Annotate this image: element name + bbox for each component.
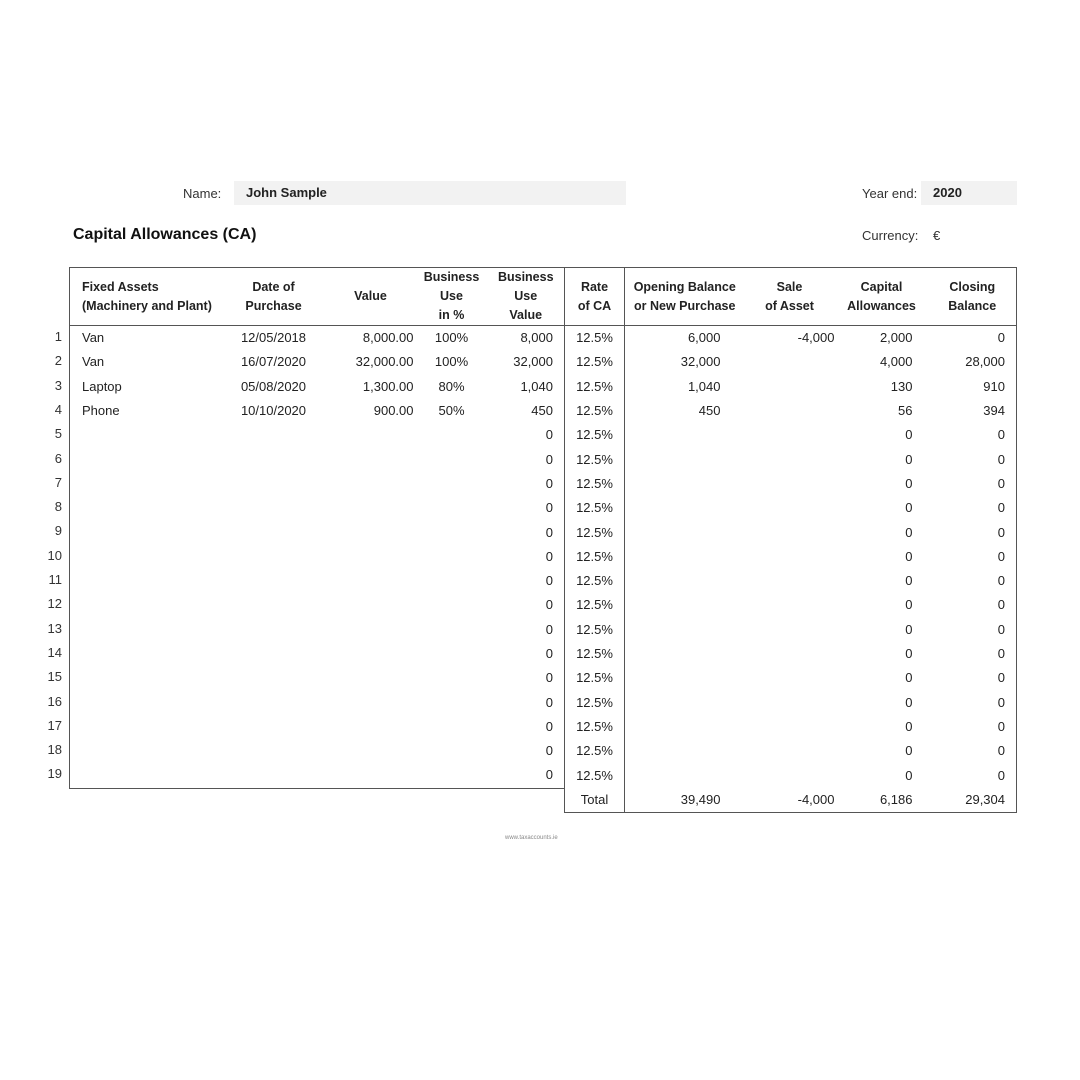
cell-rate[interactable]: 12.5%	[565, 666, 625, 690]
cell-ca[interactable]: 0	[905, 548, 913, 564]
cell-opening[interactable]: 6,000	[687, 330, 721, 346]
cell-opening[interactable]: 32,000	[680, 354, 721, 370]
cell-value[interactable]: 1,300.00	[362, 378, 414, 394]
cell-asset[interactable]: Van	[70, 326, 222, 351]
cell-bval[interactable]: 0	[488, 715, 565, 739]
cell-sale[interactable]	[745, 399, 835, 423]
cell-asset[interactable]	[70, 618, 222, 642]
name-field[interactable]: John Sample	[234, 181, 626, 205]
cell-pct[interactable]	[416, 763, 488, 788]
col-opening-line2: or New Purchase	[634, 298, 736, 313]
cell-bval[interactable]: 450	[488, 399, 565, 423]
cell-ca[interactable]: 0	[905, 500, 913, 516]
cell-date[interactable]	[222, 715, 326, 739]
cell-bval[interactable]: 0	[488, 690, 565, 714]
cell-closing[interactable]: 0	[929, 496, 1017, 520]
cell-sale[interactable]	[745, 690, 835, 714]
cell-ca[interactable]: 4,000	[879, 354, 913, 370]
cell-bval[interactable]: 8,000	[488, 326, 565, 351]
cell-opening[interactable]	[625, 472, 745, 496]
cell-closing[interactable]: 0	[929, 715, 1017, 739]
cell-ca[interactable]: 0	[905, 718, 913, 734]
cell-bval[interactable]: 0	[488, 569, 565, 593]
cell-opening[interactable]	[625, 520, 745, 544]
cell-closing[interactable]: 0	[929, 618, 1017, 642]
row-number: 2	[54, 353, 62, 369]
cell-asset[interactable]	[70, 496, 222, 520]
cell-pct[interactable]: 100%	[434, 330, 469, 346]
cell-closing[interactable]: 0	[929, 472, 1017, 496]
cell-pct[interactable]	[416, 545, 488, 569]
cell-rate[interactable]: 12.5%	[565, 399, 625, 423]
cell-asset[interactable]	[70, 642, 222, 666]
cell-opening[interactable]	[625, 447, 745, 471]
cell-asset[interactable]: Van	[70, 350, 222, 374]
cell-sale[interactable]	[745, 666, 835, 690]
cell-value[interactable]: 900.00	[373, 403, 414, 419]
cell-sale[interactable]	[745, 496, 835, 520]
cell-date[interactable]	[222, 642, 326, 666]
cell-value[interactable]	[326, 618, 416, 642]
cell-bval[interactable]: 1,040	[488, 375, 565, 399]
cell-pct[interactable]	[416, 739, 488, 763]
cell-closing[interactable]: 0	[929, 763, 1017, 788]
col-rate-line1: Rate	[580, 279, 609, 294]
col-business-use-pct	[416, 268, 488, 326]
currency-label: Currency:	[862, 228, 919, 243]
cell-opening[interactable]	[625, 642, 745, 666]
col-bus-pct-line3: in %	[438, 308, 465, 322]
year-end-label: Year end:	[862, 186, 918, 201]
cell-pct[interactable]: 80%	[438, 378, 465, 394]
cell-closing[interactable]: 0	[929, 666, 1017, 690]
cell-sale[interactable]: -4,000	[797, 330, 835, 346]
cell-asset[interactable]	[70, 569, 222, 593]
col-capital-allowances	[835, 268, 929, 326]
cell-rate[interactable]: 12.5%	[565, 569, 625, 593]
cell-value[interactable]: 8,000.00	[362, 330, 414, 346]
cell-pct[interactable]	[416, 618, 488, 642]
cell-opening[interactable]	[625, 423, 745, 447]
cell-opening[interactable]	[625, 545, 745, 569]
cell-bval[interactable]: 32,000	[488, 350, 565, 374]
table-row	[70, 545, 1017, 569]
cell-value[interactable]	[326, 763, 416, 788]
cell-sale[interactable]	[745, 642, 835, 666]
cell-asset[interactable]	[70, 739, 222, 763]
page-title: Capital Allowances (CA)	[73, 226, 257, 243]
cell-pct[interactable]: 50%	[438, 403, 465, 419]
table-row	[70, 666, 1017, 690]
cell-date[interactable]	[222, 690, 326, 714]
cell-asset[interactable]	[70, 423, 222, 447]
cell-value[interactable]	[326, 690, 416, 714]
row-number: 19	[47, 766, 62, 782]
cell-rate[interactable]: 12.5%	[565, 618, 625, 642]
cell-rate[interactable]: 12.5%	[565, 593, 625, 617]
cell-value[interactable]	[326, 715, 416, 739]
cell-value[interactable]	[326, 472, 416, 496]
cell-pct[interactable]	[416, 520, 488, 544]
cell-pct[interactable]	[416, 593, 488, 617]
cell-opening[interactable]	[625, 715, 745, 739]
cell-value[interactable]	[326, 593, 416, 617]
col-rate-line2: of CA	[577, 298, 612, 313]
table-row	[70, 763, 1017, 788]
row-number: 15	[47, 669, 62, 685]
cell-sale[interactable]	[745, 423, 835, 447]
col-closing-line1: Closing	[949, 279, 996, 294]
cell-rate[interactable]: 12.5%	[565, 520, 625, 544]
cell-asset[interactable]: Laptop	[70, 375, 222, 399]
cell-ca[interactable]: 0	[905, 427, 913, 443]
cell-closing[interactable]: 394	[929, 399, 1017, 423]
col-bus-val-line1: Business	[497, 270, 554, 284]
row-number: 4	[54, 401, 62, 417]
cell-asset[interactable]: Phone	[70, 399, 222, 423]
table-row	[70, 569, 1017, 593]
cell-pct[interactable]	[416, 569, 488, 593]
cell-rate[interactable]: 12.5%	[565, 447, 625, 471]
cell-closing[interactable]: 0	[929, 690, 1017, 714]
cell-value[interactable]	[326, 520, 416, 544]
cell-asset[interactable]	[70, 715, 222, 739]
table-row	[70, 399, 1017, 423]
cell-opening[interactable]	[625, 739, 745, 763]
cell-ca[interactable]: 130	[890, 378, 913, 394]
cell-closing[interactable]: 0	[929, 326, 1017, 351]
cell-ca[interactable]: 2,000	[879, 330, 913, 346]
col-value	[326, 268, 416, 326]
cell-bval[interactable]: 0	[488, 666, 565, 690]
col-value-line1: Value	[354, 289, 387, 303]
table-row	[70, 520, 1017, 544]
cell-rate[interactable]: 12.5%	[565, 375, 625, 399]
cell-rate[interactable]: 12.5%	[565, 739, 625, 763]
col-closing-line2: Balance	[948, 298, 997, 313]
total-label: Total	[565, 788, 625, 813]
cell-date[interactable]: 12/05/2018	[240, 330, 307, 346]
row-number: 3	[54, 377, 62, 393]
cell-date[interactable]: 16/07/2020	[240, 354, 307, 370]
cell-value[interactable]	[326, 496, 416, 520]
row-number: 18	[47, 742, 62, 758]
cell-opening[interactable]	[625, 569, 745, 593]
cell-sale[interactable]	[745, 447, 835, 471]
cell-pct[interactable]: 100%	[434, 354, 469, 370]
row-number: 1	[54, 329, 62, 344]
cell-bval[interactable]: 0	[488, 520, 565, 544]
cell-value[interactable]	[326, 666, 416, 690]
cell-rate[interactable]: 12.5%	[565, 763, 625, 788]
cell-sale[interactable]	[745, 618, 835, 642]
cell-pct[interactable]	[416, 690, 488, 714]
table-row	[70, 350, 1017, 374]
cell-opening[interactable]	[625, 763, 745, 788]
cell-opening[interactable]	[625, 593, 745, 617]
table-row	[70, 423, 1017, 447]
col-ca-line1: Capital	[860, 279, 903, 294]
cell-pct[interactable]	[416, 715, 488, 739]
cell-pct[interactable]	[416, 496, 488, 520]
col-opening-line1: Opening Balance	[633, 279, 736, 294]
cell-closing[interactable]: 0	[929, 642, 1017, 666]
cell-rate[interactable]: 12.5%	[565, 642, 625, 666]
cell-value[interactable]	[326, 642, 416, 666]
table-row	[70, 375, 1017, 399]
currency-value[interactable]: €	[933, 228, 941, 243]
cell-pct[interactable]	[416, 447, 488, 471]
cell-date[interactable]: 05/08/2020	[240, 378, 307, 394]
cell-closing[interactable]: 0	[929, 423, 1017, 447]
cell-asset[interactable]	[70, 690, 222, 714]
row-number: 12	[47, 596, 62, 612]
row-number: 7	[54, 474, 62, 490]
cell-opening[interactable]: 450	[698, 403, 721, 419]
header-row	[70, 268, 1017, 326]
cell-bval[interactable]: 0	[488, 545, 565, 569]
cell-date[interactable]	[222, 496, 326, 520]
cell-date[interactable]	[222, 618, 326, 642]
cell-bval[interactable]: 0	[488, 763, 565, 788]
cell-closing[interactable]: 0	[929, 545, 1017, 569]
cell-date[interactable]	[222, 763, 326, 788]
row-number: 16	[47, 693, 62, 709]
cell-ca[interactable]: 0	[905, 573, 913, 589]
cell-date[interactable]	[222, 545, 326, 569]
cell-sale[interactable]	[745, 569, 835, 593]
cell-rate[interactable]: 12.5%	[565, 690, 625, 714]
col-rate-of-ca	[565, 268, 625, 326]
row-number: 8	[54, 499, 62, 515]
cell-sale[interactable]	[745, 593, 835, 617]
cell-sale[interactable]	[745, 375, 835, 399]
cell-sale[interactable]	[745, 763, 835, 788]
cell-rate[interactable]: 12.5%	[565, 423, 625, 447]
cell-ca[interactable]: 0	[905, 767, 913, 783]
cell-sale[interactable]	[745, 739, 835, 763]
cell-ca[interactable]: 0	[905, 743, 913, 759]
cell-opening[interactable]: 1,040	[687, 378, 721, 394]
col-sale-of-asset	[745, 268, 835, 326]
footer-url: www.taxaccounts.ie	[505, 835, 558, 841]
cell-date[interactable]	[222, 447, 326, 471]
col-opening-balance	[625, 268, 745, 326]
cell-sale[interactable]	[745, 350, 835, 374]
row-number: 14	[47, 644, 62, 660]
year-end-field[interactable]: 2020	[921, 181, 1017, 205]
col-date-line1: Date of	[252, 279, 295, 294]
total-opening[interactable]: 39,490	[625, 788, 745, 813]
cell-rate[interactable]: 12.5%	[565, 326, 625, 351]
cell-closing[interactable]: 0	[929, 739, 1017, 763]
cell-sale[interactable]	[745, 472, 835, 496]
cell-value[interactable]	[326, 423, 416, 447]
cell-pct[interactable]	[416, 666, 488, 690]
col-bus-val-line2: Use	[514, 289, 538, 303]
row-number: 13	[47, 620, 62, 636]
row-number: 6	[54, 450, 62, 466]
col-bus-val-line3: Value	[509, 308, 543, 322]
cell-sale[interactable]	[745, 520, 835, 544]
total-closing[interactable]: 29,304	[929, 788, 1017, 813]
cell-date[interactable]	[222, 593, 326, 617]
cell-pct[interactable]	[416, 472, 488, 496]
cell-date[interactable]	[222, 666, 326, 690]
table-row	[70, 642, 1017, 666]
row-number: 9	[54, 523, 62, 539]
cell-bval[interactable]: 0	[488, 642, 565, 666]
cell-ca[interactable]: 56	[898, 403, 913, 419]
cell-asset[interactable]	[70, 545, 222, 569]
row-number: 17	[47, 717, 62, 733]
cell-opening[interactable]	[625, 496, 745, 520]
cell-pct[interactable]	[416, 423, 488, 447]
col-fixed-assets-line2: (Machinery and Plant)	[82, 298, 212, 313]
cell-ca[interactable]: 0	[905, 646, 913, 661]
cell-closing[interactable]: 0	[929, 569, 1017, 593]
col-date-of-purchase	[222, 268, 326, 326]
cell-ca[interactable]: 0	[905, 597, 913, 613]
cell-closing[interactable]: 28,000	[929, 350, 1017, 374]
cell-sale[interactable]	[745, 715, 835, 739]
cell-value[interactable]: 32,000.00	[355, 354, 414, 370]
cell-asset[interactable]	[70, 763, 222, 788]
table-row	[70, 326, 1017, 351]
cell-asset[interactable]	[70, 593, 222, 617]
col-fixed-assets-line1: Fixed Assets	[82, 279, 159, 294]
table-row	[70, 739, 1017, 763]
col-sale-line2: of Asset	[765, 298, 814, 313]
cell-rate[interactable]: 12.5%	[565, 350, 625, 374]
col-date-line2: Purchase	[245, 298, 302, 313]
row-number: 11	[48, 572, 62, 587]
cell-value[interactable]	[326, 545, 416, 569]
table-row	[70, 690, 1017, 714]
col-bus-pct-line1: Business	[423, 270, 480, 284]
table-row	[70, 472, 1017, 496]
table-row	[70, 447, 1017, 471]
cell-closing[interactable]: 0	[929, 520, 1017, 544]
total-ca[interactable]: 6,186	[835, 788, 929, 813]
total-sale[interactable]: -4,000	[745, 788, 835, 813]
cell-asset[interactable]	[70, 472, 222, 496]
cell-bval[interactable]: 0	[488, 447, 565, 471]
cell-asset[interactable]	[70, 666, 222, 690]
col-business-use-value	[488, 268, 565, 326]
cell-date[interactable]: 10/10/2020	[240, 403, 307, 419]
col-bus-pct-line2: Use	[440, 289, 463, 303]
cell-pct[interactable]	[416, 642, 488, 666]
table-row	[70, 593, 1017, 617]
cell-asset[interactable]	[70, 447, 222, 471]
totals-spacer	[70, 788, 565, 813]
cell-ca[interactable]: 0	[905, 670, 913, 686]
cell-bval[interactable]: 0	[488, 496, 565, 520]
name-label: Name:	[183, 186, 222, 201]
cell-date[interactable]	[222, 739, 326, 763]
cell-closing[interactable]: 0	[929, 447, 1017, 471]
totals-row	[70, 788, 1017, 813]
col-sale-line1: Sale	[776, 279, 803, 294]
cell-ca[interactable]: 0	[905, 524, 913, 540]
cell-ca[interactable]: 0	[905, 621, 913, 637]
col-closing-balance	[929, 268, 1017, 326]
cell-closing[interactable]: 910	[929, 375, 1017, 399]
col-ca-line2: Allowances	[847, 298, 916, 313]
cell-date[interactable]	[222, 423, 326, 447]
cell-date[interactable]	[222, 569, 326, 593]
table-row	[70, 715, 1017, 739]
cell-bval[interactable]: 0	[488, 593, 565, 617]
cell-sale[interactable]	[745, 545, 835, 569]
cell-opening[interactable]	[625, 618, 745, 642]
cell-opening[interactable]	[625, 666, 745, 690]
table-row	[70, 618, 1017, 642]
cell-value[interactable]	[326, 447, 416, 471]
cell-ca[interactable]: 0	[905, 694, 913, 710]
cell-rate[interactable]: 12.5%	[565, 545, 625, 569]
cell-bval[interactable]: 0	[488, 739, 565, 763]
cell-ca[interactable]: 0	[905, 451, 913, 467]
cell-ca[interactable]: 0	[905, 475, 913, 491]
table-row	[70, 496, 1017, 520]
row-number: 10	[47, 547, 62, 563]
cell-date[interactable]	[222, 472, 326, 496]
cell-value[interactable]	[326, 569, 416, 593]
cell-bval[interactable]: 0	[488, 423, 565, 447]
cell-date[interactable]	[222, 520, 326, 544]
cell-bval[interactable]: 0	[488, 472, 565, 496]
cell-rate[interactable]: 12.5%	[565, 715, 625, 739]
cell-bval[interactable]: 0	[488, 618, 565, 642]
cell-value[interactable]	[326, 739, 416, 763]
cell-closing[interactable]: 0	[929, 593, 1017, 617]
row-number: 5	[54, 426, 62, 442]
col-fixed-assets	[70, 268, 222, 326]
cell-opening[interactable]	[625, 690, 745, 714]
cell-asset[interactable]	[70, 520, 222, 544]
capital-allowances-table	[69, 267, 1017, 813]
cell-rate[interactable]: 12.5%	[565, 496, 625, 520]
cell-rate[interactable]: 12.5%	[565, 472, 625, 496]
